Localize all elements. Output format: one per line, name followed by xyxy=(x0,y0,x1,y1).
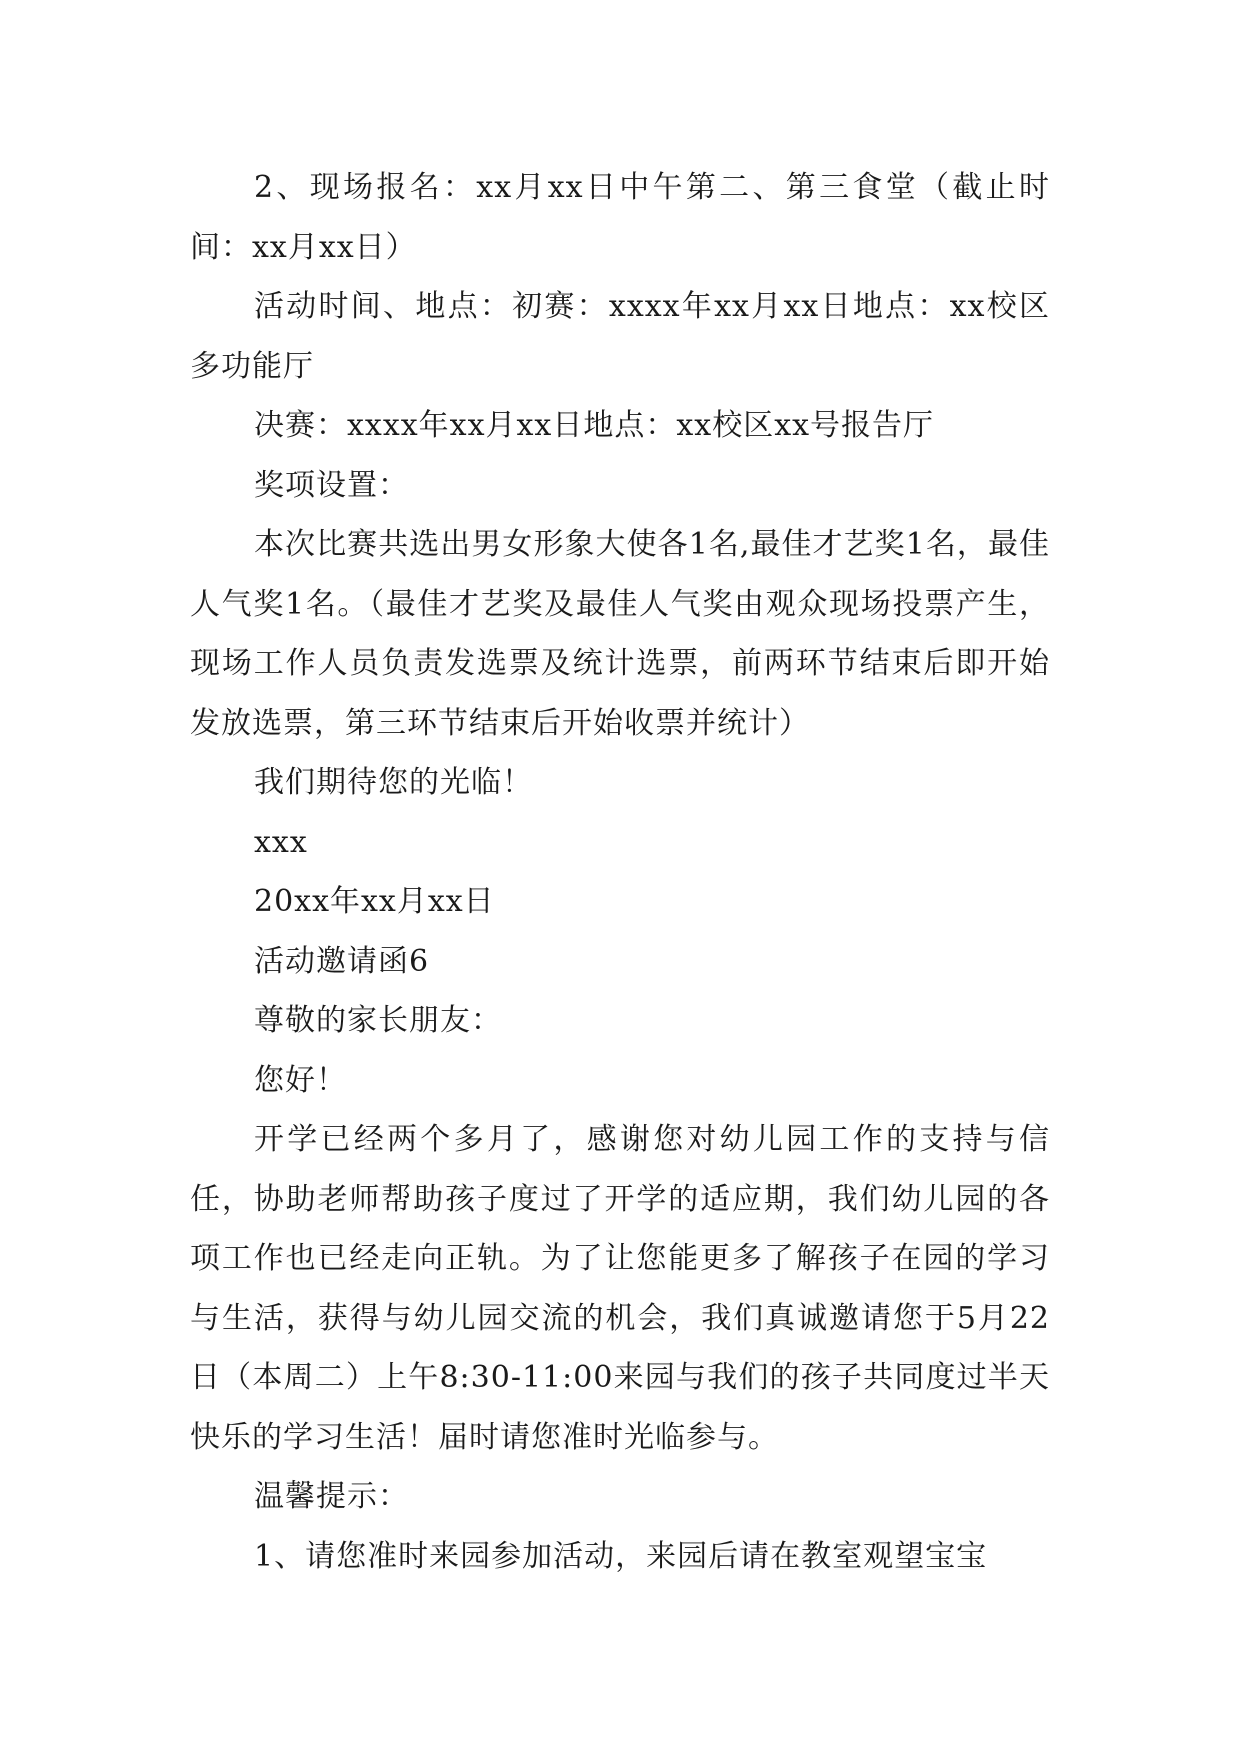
paragraph-preliminary-time-place: 活动时间、地点：初赛：xxxx年xx月xx日地点：xx校区多功能厅 xyxy=(190,289,1050,384)
paragraph-greeting: 您好！ xyxy=(254,1062,347,1098)
paragraph-tips-heading: 温馨提示： xyxy=(254,1479,409,1514)
paragraph-awards-heading: 奖项设置： xyxy=(254,467,409,503)
paragraph-invitation-title: 活动邀请函6 xyxy=(254,943,430,979)
paragraph-onsite-registration: 2、现场报名：xx月xx日中午第二、第三食堂（截止时间：xx月xx日） xyxy=(190,170,1050,265)
paragraph-invitation-body: 开学已经两个多月了，感谢您对幼儿园工作的支持与信任，协助老师帮助孩子度过了开学的适应期，我们幼儿园的各项工作也已经走向正轨。为了让您能更多了解孩子在园的学习与生活，获得与幼儿园交流的机会，我们真诚邀请您于5月22日（本周二）上午8:30-11:00来园与我们的孩子共同度过半天快乐的学习生活！届时请您准时光临参与。 xyxy=(190,1122,1050,1455)
paragraph-tip-1: 1、请您准时来园参加活动，来园后请在教室观望宝宝 xyxy=(254,1538,988,1574)
paragraph-awards-detail: 本次比赛共选出男女形象大使各1名,最佳才艺奖1名，最佳人气奖1名。（最佳才艺奖及最佳人气奖由观众现场投票产生，现场工作人员负责发选票及统计选票，前两环节结束后即开始发放选票，第三环节结束后开始收票并统计） xyxy=(190,527,1050,741)
paragraph-final-time-place: 决赛：xxxx年xx月xx日地点：xx校区xx号报告厅 xyxy=(254,408,935,443)
paragraph-signature: xxx xyxy=(254,824,308,860)
paragraph-closing-welcome: 我们期待您的光临！ xyxy=(254,765,533,800)
document-body xyxy=(190,158,1050,1586)
paragraph-date: 20xx年xx月xx日 xyxy=(254,884,495,919)
paragraph-salutation: 尊敬的家长朋友： xyxy=(254,1003,502,1038)
